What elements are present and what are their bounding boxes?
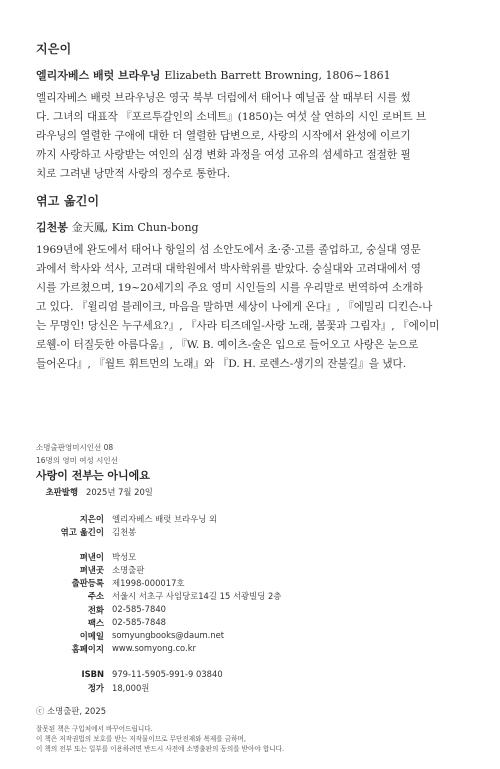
colophon-label: 홈페이지 <box>71 644 104 654</box>
translator-bio-line: 시를 가르쳤으며, 19~20세기의 주요 영미 시인들의 시를 우리말로 번역하여 소개하 <box>36 282 423 294</box>
translator-bio-line: 들어온다』, 『월트 휘트먼의 노래』와 『D. H. 로렌스-생기의 잔불길』을 냈다. <box>36 358 407 370</box>
author-bio-line: 다. 그녀의 대표작 『포르투갈인의 소네트』(1850)는 여섯 살 연하의 시인 로버트 브 <box>36 111 427 123</box>
colophon-row <box>36 551 336 563</box>
colophon-row <box>36 564 336 576</box>
author-name <box>36 67 466 83</box>
author-heading: 지은이 <box>36 42 72 56</box>
colophon-row <box>36 604 336 616</box>
translator-bio-line: 1969년에 완도에서 태어나 항일의 섬 소안도에서 초·중·고를 졸업하고, 숭실대 영문 <box>36 244 421 256</box>
translator-bio-line: 는 무명인! 당신은 누구세요?』, 『사라 티즈데일-사랑 노래, 봄꽃과 그림자』, 『에이미 <box>36 320 440 332</box>
colophon-label: 출판등록 <box>71 578 104 588</box>
author-name-ko: 엘리자베스 배럿 브라우닝 <box>36 69 161 82</box>
colophon-row <box>36 617 336 629</box>
colophon-label: 팩스 <box>87 618 104 628</box>
colophon-value: 02-585-7848 <box>112 617 166 627</box>
colophon-row <box>36 643 336 655</box>
colophon-value: 18,000원 <box>112 683 150 693</box>
translator-name-ko: 김천봉 <box>36 221 68 234</box>
colophon-row <box>36 590 336 602</box>
colophon-row <box>36 526 336 538</box>
colophon-row <box>36 682 336 694</box>
colophon-row <box>36 669 336 681</box>
book-title: 사랑이 전부는 아니에요 <box>36 469 150 482</box>
book-subtitle: 16명의 영미 여성 시인선 <box>36 456 118 465</box>
colophon-value: 제1998-000017호 <box>112 578 185 588</box>
colophon-value: 엘리자베스 배럿 브라우닝 외 <box>112 514 218 524</box>
translator-section <box>36 192 466 374</box>
first-print-value: 2025년 7월 20일 <box>86 487 153 497</box>
author-bio-line: 까지 사랑하고 사랑받는 여인의 심경 변화 과정을 여성 고유의 섬세하고 절절한 필 <box>36 149 411 161</box>
translator-name: 김천봉 金天鳳, Kim Chun-bong <box>36 221 199 234</box>
colophon-label: 펴낸이 <box>79 552 104 562</box>
colophon-label: 주소 <box>87 591 104 601</box>
copyright: ⓒ 소명출판, 2025 <box>36 706 107 716</box>
translator-name-en: Kim Chun-bong <box>111 221 199 234</box>
author-bio-line: 치로 그려낸 낭만적 사랑의 정수로 통한다. <box>36 168 231 180</box>
colophon-label: 전화 <box>87 605 104 615</box>
notice-line: 잘못된 책은 구입처에서 바꾸어드립니다. <box>36 725 153 733</box>
colophon-value: 서울시 서초구 사임당로14길 15 서광빌딩 2층 <box>112 591 282 601</box>
colophon-value: www.somyong.co.kr <box>112 643 196 653</box>
notices <box>36 724 284 754</box>
colophon-value: 김천봉 <box>112 527 137 537</box>
colophon-value: 박성모 <box>112 552 137 562</box>
colophon-value: 소명출판 <box>112 565 145 575</box>
author-bio-line: 엘리자베스 배럿 브라우닝은 영국 북부 더럼에서 태어나 예닐곱 살 때부터 시를 썼 <box>36 92 411 104</box>
translator-name-hanja: 金天鳳 <box>71 221 105 234</box>
series-name: 소명출판영미시인선 08 <box>36 443 114 452</box>
first-print-row <box>36 486 336 498</box>
translator-heading: 엮고 옮긴이 <box>36 194 100 208</box>
colophon-label: 이메일 <box>79 631 104 641</box>
author-name-en: Elizabeth Barrett Browning, 1806~1861 <box>164 69 391 82</box>
colophon-row <box>36 630 336 642</box>
first-print-label: 초판발행 <box>45 487 78 497</box>
colophon-label: 펴낸곳 <box>79 565 104 575</box>
colophon-value: 979-11-5905-991-9 03840 <box>112 669 223 679</box>
notice-line: 이 책은 저작권법의 보호를 받는 저작물이므로 무단전재와 복제를 금하며, <box>36 735 246 743</box>
colophon-row <box>36 577 336 589</box>
colophon-label: 엮고 옮긴이 <box>60 527 104 537</box>
colophon-row <box>36 513 336 525</box>
translator-bio <box>36 241 466 374</box>
colophon-value: 02-585-7840 <box>112 604 166 614</box>
colophon-label: 지은이 <box>79 514 104 524</box>
author-bio-line: 라우닝의 열렬한 구애에 대한 더 열렬한 답변으로, 사랑의 시작에서 완성에 이르기 <box>36 130 411 142</box>
colophon-label: 정가 <box>87 683 104 693</box>
translator-bio-line: 과에서 학사와 석사, 고려대 대학원에서 박사학위를 받았다. 숭실대와 고려대에서 영 <box>36 263 421 275</box>
translator-bio-line: 고 있다. 『윌리엄 블레이크, 마음을 말하면 세상이 나에게 온다』, 『에밀리 디킨슨-나 <box>36 301 433 313</box>
translator-bio-line: 로웰-이 터질듯한 아름다움』, 『W. B. 예이츠-술은 입으로 들어오고 사랑은 눈으로 <box>36 339 419 351</box>
colophon-label: ISBN <box>81 669 104 679</box>
notice-line: 이 책의 전부 또는 일부를 이용하려면 반드시 사전에 소명출판의 동의를 받아야 합니다. <box>36 745 285 753</box>
author-section <box>36 40 466 184</box>
author-bio <box>36 89 466 184</box>
colophon-value: somyungbooks@daum.net <box>112 630 225 640</box>
